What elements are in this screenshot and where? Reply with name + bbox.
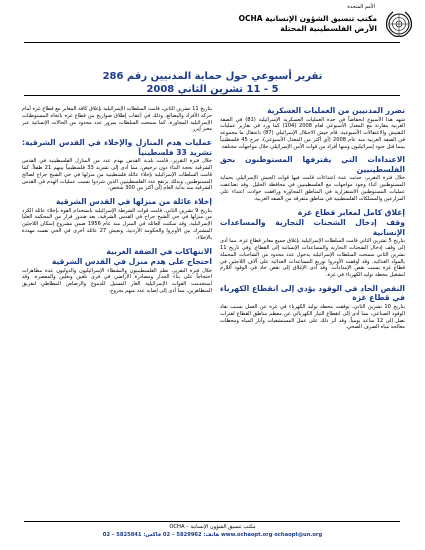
org-territory: الأرض الفلسطينية المحتلة — [280, 24, 377, 33]
section-paragraph: خلال فترة التقرير، حدثت عدة اعتداءات قامت فيها قوات الجيش الإسرائيلي بحماية المستوطنين أثناء وجود مواجهات مع الفلسطينيين في محافظة الخليل. وقد تضاعفت عمليات المستوطنين الاستفزازية في المناطق المجاورة ورافقت حوادث اعتداء على المزارعين والممتلكات الفلسطينية في مناطق متفرقة من الضفة الغربية. — [220, 175, 405, 202]
org-header — [177, 14, 377, 34]
section-heading: الانتهاكات في الضفة الغربية — [106, 246, 212, 256]
section-heading: عمليات هدم المنازل والإخلاء في القدس الشرقية: تشريد 33 فلسطينياً — [22, 138, 212, 157]
footer-divider — [24, 521, 400, 522]
section-heading: إخلاء عائلة من منزلها في القدس الشرقية — [56, 197, 212, 207]
org-name: مكتب تنسيق الشؤون الإنسانية OCHA — [238, 14, 377, 23]
section-paragraph: خلال فترة التقرير، نظم الفلسطينيون والنشطاء الإسرائيليون والدوليون عدة مظاهرات احتجاجاً على بناء الجدار ومصادرة الأراضي في قرى بلعين ونعلين والمعصرة. وقد استخدمت القوات الإسرائيلية الغاز المسيل للدموع والرصاص المطاطي لتفريق المتظاهرين، مما أدى إلى إصابة عدد منهم بجروح. — [22, 267, 212, 295]
section-paragraph: بتاريخ 9 تشرين الثاني، قامت قوات الشرطة الإسرائيلية باستخدام القوة بإخلاء عائلة الكرد من منزلها في حي الشيخ جراح في القدس الشرقية، بعد صدور قرار من المحكمة العليا الإسرائيلية. وقد سكنت العائلة في المنزل منذ عام 1956 ضمن مشروع إسكان اللاجئين المشترك بين الأونروا والحكومة الأردنية. وتعيش 27 عائلة أخرى في الحي نفسه مهددة بالإخلاء. — [22, 207, 212, 241]
header-divider — [24, 42, 400, 43]
left-column — [22, 106, 212, 300]
report-title-line2: 5 - 11 تشرين الثاني 2008 — [146, 84, 279, 95]
section-heading: تضرر المدنيين من العمليات العسكرية — [267, 106, 405, 115]
report-title — [60, 70, 365, 96]
footer-org: مكتب تنسيق الشؤون الإنسانية – OCHA — [169, 524, 256, 530]
right-column — [220, 106, 405, 336]
section-paragraph: بتاريخ 11 تشرين الثاني، قامت السلطات الإسرائيلية بإغلاق كافة المعابر مع قطاع غزة أمام حركة الأفراد والبضائع، وذلك في أعقاب إطلاق صواريخ من قطاع غزة باتجاه المستوطنات الإسرائيلية المجاورة. كما سمحت السلطات بمرور عدد محدود من الحالات الإنسانية عبر معبر إيرز. — [22, 106, 212, 133]
section-paragraph: بتاريخ 5 تشرين الثاني قامت السلطات الإسرائيلية بإغلاق جميع معابر قطاع غزة، مما أدى إلى وقف إدخال الشحنات التجارية والمساعدات الإنسانية إلى القطاع. وفي تاريخ 11 تشرين الثاني سمحت السلطات الإسرائيلية بدخول عدد محدود من الشاحنات المحملة بالمواد الغذائية. وقد أوقفت الأونروا توزيع المساعدات الغذائية على آلاف اللاجئين في قطاع غزة بسبب نقص الإمدادات. وقد أدى الإغلاق إلى نقص حاد في الوقود اللازم لتشغيل محطة توليد الكهرباء في غزة. — [220, 238, 405, 279]
section-heading: إغلاق كامل لمعابر قطاع غزة — [297, 207, 405, 217]
un-emblem-icon — [383, 8, 415, 40]
title-divider — [24, 95, 400, 96]
section-heading: النقص الحاد في الوقود يؤدي إلى انقطاع الكهرباء في قطاع غزة — [220, 283, 405, 303]
section-paragraph: شهد هذا الأسبوع انخفاضاً في حدة العمليات العسكرية الإسرائيلية (81) في الضفة الغربية مقارنة مع المعدل الأسبوعي لعام 2008 (104) كما ورد في تقارير عمليات التفتيش والاعتقالات الأسبوعية. قام جيش الاحتلال الإسرائيلي (87) باعتقال ما مجموعه في الضفة الغربية منذ عام 2008 (أي أكثر من المعدل الأسبوعي)، جرح 45 فلسطينياً بينما قتل جنود إسرائيليون ومنها أفراد من قوات الأمن الإسرائيلي خلال مواجهات مختلفة. — [220, 116, 405, 150]
section-paragraph: خلال فترة التقرير، قامت بلدية القدس بهدم عدد من المنازل الفلسطينية في القدس الشرقية بحجة البناء دون ترخيص، مما أدى إلى تشريد 33 فلسطينياً بينهم 21 طفلاً. كما قامت السلطات الإسرائيلية بإخلاء عائلة فلسطينية من منزلها في حي الشيخ جراح لصالح المستوطنين. وبذلك يرتفع عدد الفلسطينيين الذين شردوا بسبب عمليات الهدم في القدس الشرقية منذ بداية العام إلى أكثر من 300 شخص. — [22, 158, 212, 192]
section-subheading: احتجاج على هدم منزل في القدس الشرقية — [51, 257, 212, 267]
footer-contact: www.ochaopt.org ochaopt@un.org هاتف: 5829962 – 02 فاكس: 5825841 – 02 — [102, 532, 323, 538]
section-heading: الاعتداءات التي يقترفها المستوطنون بحق الفلسطينيين — [220, 155, 405, 174]
section-paragraph: بتاريخ 10 تشرين الثاني، توقفت محطة توليد الكهرباء في غزة عن العمل بسبب نفاد الوقود الصناعي، مما أدى إلى انقطاع التيار الكهربائي عن معظم مناطق القطاع لفترات تصل إلى 12 ساعة يومياً. وقد أثر ذلك على عمل المستشفيات وآبار المياه ومحطات معالجة مياه الصرف الصحي. — [220, 303, 405, 331]
top-note: الأمم المتحدة — [347, 4, 375, 10]
section-subheading: وقف إدخال الشحنات التجارية والمساعدات الإنسانية — [220, 218, 405, 237]
report-title-line1: تقرير أسبوعي حول حماية المدنيين رقم 286 — [102, 71, 323, 82]
